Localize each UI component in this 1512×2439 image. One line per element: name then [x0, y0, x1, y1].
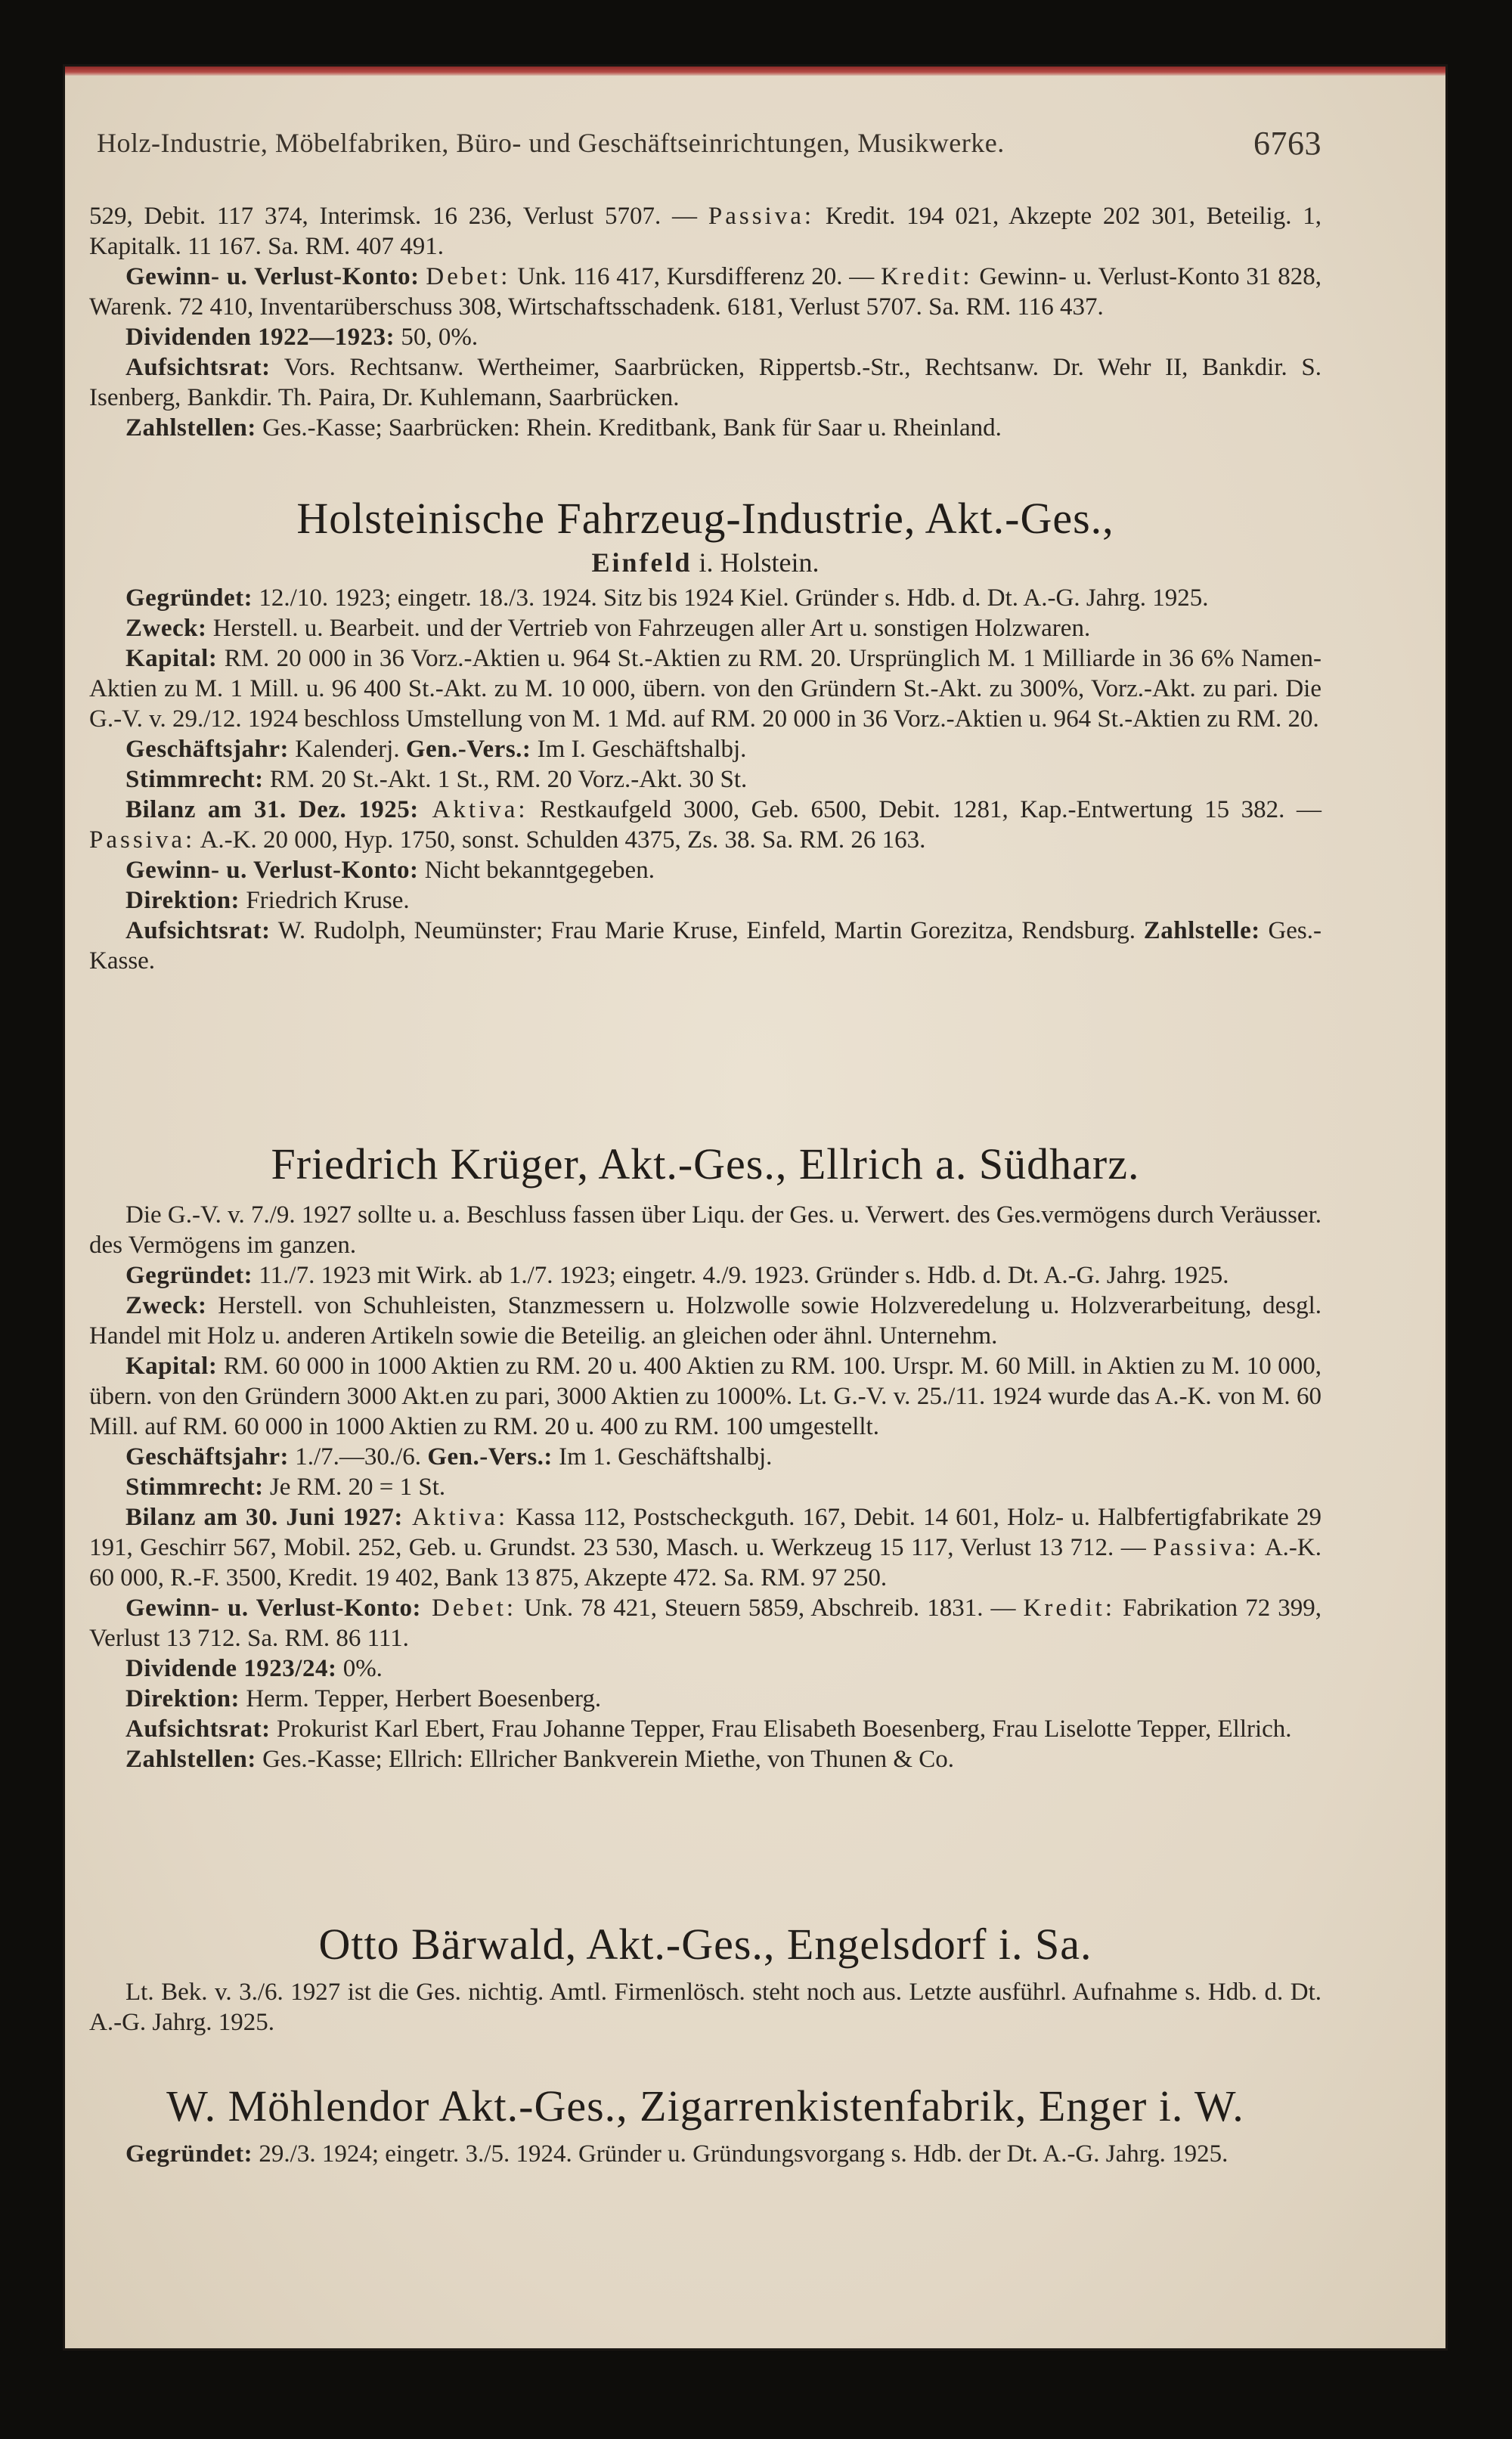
intro-note: Die G.-V. v. 7./9. 1927 sollte u. a. Beschluss fassen über Liqu. der Ges. u. Verwert. des Ges.vermögens durch Veräusser. des Vermögens im ganzen.: [89, 1201, 1321, 1259]
page-number: 6763: [1253, 125, 1321, 162]
supervisory-board: Aufsichtsrat: Prokurist Karl Ebert, Frau Johanne Tepper, Frau Elisabeth Boesenberg, Frau Liselotte Tepper, Ellrich.: [125, 1715, 1292, 1743]
entry-text: Lt. Bek. v. 3./6. 1927 ist die Ges. nichtig. Amtl. Firmenlösch. steht noch aus. Letzte ausführl. Aufnahme s. Hdb. d. Dt. A.-G. Jahrg. 1925.: [89, 1979, 1321, 2036]
continuation-paying-agents: Zahlstellen: Ges.-Kasse; Saarbrücken: Rhein. Kreditbank, Bank für Saar u. Rheinland.: [125, 414, 1002, 442]
management: Direktion: Friedrich Kruse.: [125, 887, 410, 914]
balance-sheet: Bilanz am 31. Dez. 1925: Aktiva: Restkaufgeld 3000, Geb. 6500, Debit. 1281, Kap.-Entwertung 15 382. — Passiva: A.-K. 20 000, Hyp. 1750, sonst. Schulden 4375, Zs. 38. Sa. RM. 26 163.: [89, 796, 1321, 854]
voting-rights: Stimmrecht: RM. 20 St.-Akt. 1 St., RM. 20 Vorz.-Akt. 30 St.: [125, 766, 748, 793]
management: Direktion: Herm. Tepper, Herbert Boesenberg.: [125, 1685, 602, 1712]
purpose: Zweck: Herstell. u. Bearbeit. und der Vertrieb von Fahrzeugen aller Art u. sonstigen Holzwaren.: [125, 615, 1091, 642]
page-top-edge: [65, 67, 1445, 76]
continuation-dividends: Dividenden 1922—1923: 50, 0%.: [125, 324, 479, 351]
continuation-balance: 529, Debit. 117 374, Interimsk. 16 236, Verlust 5707. — Passiva: Kredit. 194 021, Akzepte 202 301, Beteilig. 1, Kapitalk. 11 167. Sa. RM. 407 491.: [89, 203, 1321, 260]
entry-krueger: [89, 1139, 1321, 1774]
purpose: Zweck: Herstell. von Schuhleisten, Stanzmessern u. Holzwolle sowie Holzveredelung u. Holzverarbeitung, desgl. Handel mit Holz u. anderen Artikeln sowie die Beteilig. an gleichen oder ähnl. Unternehm.: [89, 1292, 1321, 1350]
fiscal-year: Geschäftsjahr: Kalenderj. Gen.-Vers.: Im I. Geschäftshalbj.: [125, 736, 747, 763]
running-head-text: Holz-Industrie, Möbelfabriken, Büro- und Geschäftseinrichtungen, Musikwerke.: [97, 128, 1005, 158]
running-head: [97, 125, 1321, 162]
profit-loss: Gewinn- u. Verlust-Konto: Debet: Unk. 78 421, Steuern 5859, Abschreib. 1831. — Kredit: Fabrikation 72 399, Verlust 13 712. Sa. RM. 86 111.: [89, 1594, 1321, 1652]
supervisory-board: Aufsichtsrat: W. Rudolph, Neumünster; Frau Marie Kruse, Einfeld, Martin Gorezitza, Rendsburg. Zahlstelle: Ges.-Kasse.: [89, 917, 1322, 975]
founded: Gegründet: 11./7. 1923 mit Wirk. ab 1./7. 1923; eingetr. 4./9. 1923. Gründer s. Hdb. d. Dt. A.-G. Jahrg. 1925.: [125, 1262, 1229, 1289]
entry-baerwald: [89, 1919, 1321, 2038]
entry-title: W. Möhlendor Akt.-Ges., Zigarrenkistenfabrik, Enger i. W.: [166, 2081, 1244, 2131]
founded: Gegründet: 29./3. 1924; eingetr. 3./5. 1924. Gründer u. Gründungsvorgang s. Hdb. der Dt. A.-G. Jahrg. 1925.: [125, 2140, 1228, 2168]
continuation-supervisory-board: Aufsichtsrat: Vors. Rechtsanw. Wertheimer, Saarbrücken, Rippertsb.-Str., Rechtsanw. Dr. Wehr II, Bankdir. S. Isenberg, Bankdir. Th. Paira, Dr. Kuhlemann, Saarbrücken.: [89, 354, 1321, 411]
entry-holsteinische: [89, 493, 1321, 976]
entry-place: Einfeld i. Holstein.: [591, 547, 820, 578]
continuation-entry: [89, 201, 1321, 443]
entry-title: Otto Bärwald, Akt.-Ges., Engelsdorf i. Sa.: [318, 1920, 1092, 1969]
fiscal-year: Geschäftsjahr: 1./7.—30./6. Gen.-Vers.: Im 1. Geschäftshalbj.: [125, 1443, 773, 1471]
capital: Kapital: RM. 60 000 in 1000 Aktien zu RM. 20 u. 400 Aktien zu RM. 100. Urspr. M. 60 Mill. in Aktien zu M. 10 000, übern. von den Gründern 3000 Akt.en zu pari, 3000 Aktien zu 1000%. Lt. G.-V. v. 25./11. 1924 wurde das A.-K. von M. 60 Mill. auf RM. 60 000 in 1000 Aktien zu RM. 20 u. 400 zu RM. 100 umgestellt.: [89, 1353, 1321, 1440]
dividend: Dividende 1923/24: 0%.: [125, 1655, 383, 1682]
continuation-profit-loss: Gewinn- u. Verlust-Konto: Debet: Unk. 116 417, Kursdifferenz 20. — Kredit: Gewinn- u. Verlust-Konto 31 828, Warenk. 72 410, Inventarüberschuss 308, Wirtschaftsschadenk. 6181, Verlust 5707. Sa. RM. 116 437.: [89, 263, 1321, 321]
profit-loss: Gewinn- u. Verlust-Konto: Nicht bekanntgegeben.: [125, 857, 655, 884]
founded: Gegründet: 12./10. 1923; eingetr. 18./3. 1924. Sitz bis 1924 Kiel. Gründer s. Hdb. d. Dt. A.-G. Jahrg. 1925.: [125, 584, 1209, 612]
entry-moehlendor: [89, 2081, 1321, 2169]
paying-agents: Zahlstellen: Ges.-Kasse; Ellrich: Ellricher Bankverein Miethe, von Thunen & Co.: [125, 1746, 955, 1773]
entry-title: Friedrich Krüger, Akt.-Ges., Ellrich a. Südharz.: [271, 1139, 1140, 1189]
voting-rights: Stimmrecht: Je RM. 20 = 1 St.: [125, 1474, 446, 1501]
capital: Kapital: RM. 20 000 in 36 Vorz.-Aktien u. 964 St.-Aktien zu RM. 20. Ursprünglich M. 1 Milliarde in 36 6% Namen-Aktien zu M. 1 Mill. u. 96 400 St.-Akt. zu M. 10 000, übern. von den Gründern St.-Akt. zu 300%, Vorz.-Akt. zu pari. Die G.-V. v. 29./12. 1924 beschloss Umstellung von M. 1 Md. auf RM. 20 000 in 36 Vorz.-Aktien u. 964 St.-Aktien zu RM. 20.: [89, 645, 1321, 733]
entry-title: Holsteinische Fahrzeug-Industrie, Akt.-Ges.,: [296, 494, 1114, 543]
balance-sheet: Bilanz am 30. Juni 1927: Aktiva: Kassa 112, Postscheckguth. 167, Debit. 14 601, Holz- u. Halbfertigfabrikate 29 191, Geschirr 567, Mobil. 252, Geb. u. Grundst. 23 530, Masch. u. Werkzeug 15 117, Verlust 13 712. — Passiva: A.-K. 60 000, R.-F. 3500, Kredit. 19 402, Bank 13 875, Akzepte 472. Sa. RM. 97 250.: [89, 1504, 1322, 1591]
